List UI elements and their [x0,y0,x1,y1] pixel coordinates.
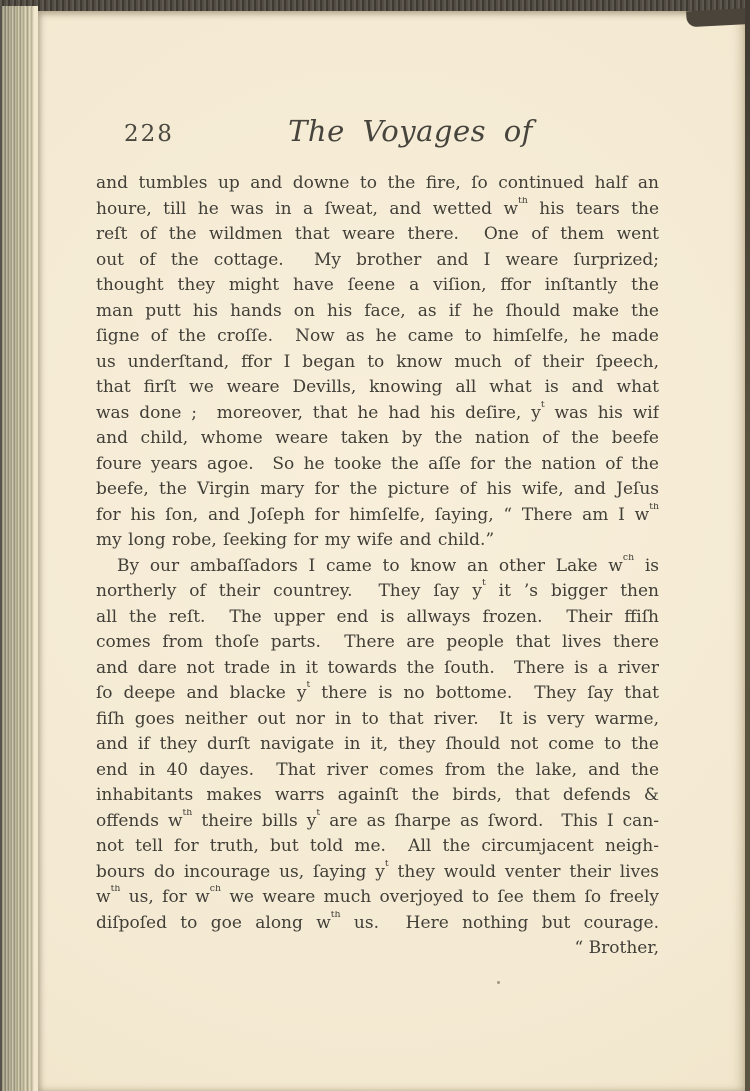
running-title: The Voyages of [288,114,533,148]
text-line: $w^{th}$ us, for $w^{ch}$ we weare much overjoyed to ſee them ſo freely [96,885,659,907]
text-line: By our ambaſſadors I came to know an other Lake $w^{ch}$ is [117,553,659,576]
text-line: foure years agoe. So he tooke the aſſe for the nation of the [96,453,659,474]
text-line: comes from thoſe parts. There are people that lives there [96,632,659,652]
book-page [38,11,745,1091]
text-line: northerly of their countrey. They ſay $y^t$ it ’s bigger then [96,579,659,601]
text-line: out of the cottage. My brother and I weare ſurprized; [96,249,659,270]
text-line: that firſt we weare Devills, knowing all what is and what [96,377,659,397]
page-edges-stack [0,6,38,1091]
page-header [96,111,659,161]
print-speck [497,981,500,984]
text-line: all the reſt. The upper end is allways frozen. Their ffiſh [96,606,659,627]
text-line: reſt of the wildmen that weare there. One of them went [96,224,659,244]
catchword: “ Brother, [574,938,659,958]
cover-right-edge [745,0,750,1091]
text-line: beefe, the Virgin mary for the picture of his wife, and Jeſus [96,479,659,499]
text-line: diſpoſed to goe along $w^{th}$ us. Here nothing but courage. [96,910,659,933]
text-line: us underſtand, ffor I began to know much of their ſpeech, [96,351,659,372]
text-line: not tell for truth, but told me. All the circumjacent neigh- [96,836,659,856]
paragraph [96,554,659,937]
text-line: and child, whome weare taken by the nation of the beefe [96,428,659,448]
book-cover-top-edge [0,0,750,11]
text-line: my long robe, ſeeking for my wife and child.” [96,530,495,550]
text-line: and tumbles up and downe to the fire, ſo continued half an [96,173,659,193]
text-block [96,171,659,962]
text-line: thought they might have ſeene a viſion, ffor inſtantly the [96,275,659,295]
text-line: and if they durſt navigate in it, they ſhould not come to the [96,734,659,754]
text-line: offends $w^{th}$ theire bills $y^t$ are as ſharpe as ſword. This I can- [96,808,659,831]
text-line: bours do incourage us, ſaying $y^t$ they would venter their lives [96,859,659,882]
paragraph [96,171,659,554]
text-line: was done ; moreover, that he had his deſire, $y^t$ was his wif [96,400,659,423]
text-line: and dare not trade in it towards the ſouth. There is a river [96,657,659,678]
text-line: fiſh goes neither out nor in to that river. It is very warme, [96,708,659,729]
text-line: ſo deepe and blacke $y^t$ there is no bottome. They ſay that [96,681,659,703]
text-line: ſigne of the croſſe. Now as he came to himſelfe, he made [96,326,659,346]
page-number: 228 [124,121,174,147]
text-line: for his ſon, and Joſeph for himſelfe, ſaying, “ There am I $w^{th}$ [96,502,659,525]
text-line: houre, till he was in a ſweat, and wetted $w^{th}$ his tears the [96,196,659,219]
text-line: man putt his hands on his face, as if he ſhould make the [96,300,659,321]
text-line: end in 40 dayes. That river comes from the lake, and the [96,759,659,780]
cover-corner [686,8,750,27]
text-line: inhabitants makes warrs againſt the birds, that defends & [96,785,659,805]
